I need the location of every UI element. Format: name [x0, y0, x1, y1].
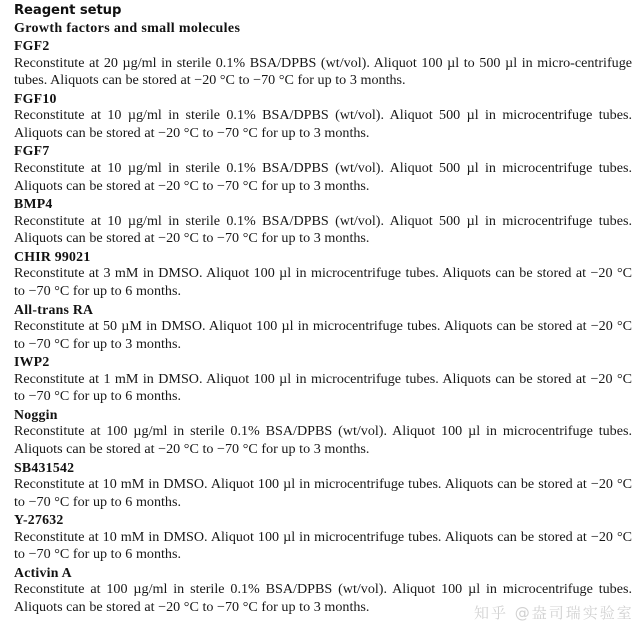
- reagent-description: Reconstitute at 100 µg/ml in sterile 0.1% BSA/DPBS (wt/vol). Aliquot 100 µl in microcentrifuge tubes. Aliquots can be stored at −20 °C to −70 °C for up to 3 months.: [14, 581, 632, 616]
- reagent-description: Reconstitute at 10 µg/ml in sterile 0.1% BSA/DPBS (wt/vol). Aliquot 500 µl in microcentrifuge tubes. Aliquots can be stored at −20 °C to −70 °C for up to 3 months.: [14, 159, 632, 194]
- reagent-entry: [14, 301, 632, 354]
- reagent-name: Noggin: [14, 406, 58, 422]
- reagent-name: All-trans RA: [14, 301, 94, 317]
- reagent-description: Reconstitute at 10 µg/ml in sterile 0.1% BSA/DPBS (wt/vol). Aliquot 500 µl in microcentrifuge tubes. Aliquots can be stored at −20 °C to −70 °C for up to 3 months.: [14, 107, 632, 141]
- reagent-entry: [14, 37, 632, 90]
- reagent-entry: [14, 90, 632, 143]
- reagent-description: Reconstitute at 10 mM in DMSO. Aliquot 100 µl in microcentrifuge tubes. Aliquots can be stored at −20 °C to −70 °C for up to 6 months.: [14, 528, 632, 563]
- reagent-description: Reconstitute at 10 µg/ml in sterile 0.1% BSA/DPBS (wt/vol). Aliquot 500 µl in microcentrifuge tubes. Aliquots can be stored at −20 °C to −70 °C for up to 3 months.: [14, 212, 632, 247]
- reagent-description: Reconstitute at 3 mM in DMSO. Aliquot 100 µl in microcentrifuge tubes. Aliquots can be stored at −20 °C to −70 °C for up to 6 months.: [14, 265, 632, 299]
- reagent-entry: [14, 195, 632, 248]
- reagent-description: Reconstitute at 20 µg/ml in sterile 0.1% BSA/DPBS (wt/vol). Aliquot 100 µl to 500 µl in micro-centrifuge tubes. Aliquots can be stored at −20 °C to −70 °C for up to 3 months.: [14, 54, 632, 89]
- reagent-name: BMP4: [14, 196, 53, 212]
- reagent-entry: [14, 142, 632, 195]
- reagent-name: SB431542: [14, 459, 75, 475]
- reagent-name: FGF10: [14, 90, 57, 106]
- section-heading-growth-factors: Growth factors and small molecules: [14, 20, 241, 36]
- reagent-name: FGF2: [14, 38, 50, 54]
- zhihu-watermark: 知乎 @盎司瑞实验室: [474, 604, 634, 622]
- reagent-entry: [14, 511, 632, 564]
- reagent-name: CHIR 99021: [14, 248, 91, 264]
- reagent-description: Reconstitute at 10 mM in DMSO. Aliquot 100 µl in microcentrifuge tubes. Aliquots can be stored at −20 °C to −70 °C for up to 6 months.: [14, 476, 632, 510]
- reagent-description: Reconstitute at 50 µM in DMSO. Aliquot 100 µl in microcentrifuge tubes. Aliquots can be stored at −20 °C to −70 °C for up to 3 months.: [14, 318, 632, 352]
- reagent-entry: [14, 353, 632, 406]
- reagent-description: Reconstitute at 1 mM in DMSO. Aliquot 100 µl in microcentrifuge tubes. Aliquots can be stored at −20 °C to −70 °C for up to 6 months.: [14, 370, 632, 405]
- document-content: [14, 2, 632, 617]
- reagent-entry: [14, 406, 632, 459]
- reagent-name: Activin A: [14, 564, 72, 580]
- reagent-description: Reconstitute at 100 µg/ml in sterile 0.1% BSA/DPBS (wt/vol). Aliquot 100 µl in microcentrifuge tubes. Aliquots can be stored at −20 °C to −70 °C for up to 3 months.: [14, 423, 632, 457]
- reagent-entry: [14, 564, 632, 617]
- reagent-name: FGF7: [14, 143, 50, 159]
- reagent-name: IWP2: [14, 354, 50, 370]
- reagent-name: Y-27632: [14, 512, 64, 528]
- page-title: Reagent setup: [14, 3, 122, 18]
- reagent-entry: [14, 459, 632, 512]
- reagent-entry: [14, 248, 632, 301]
